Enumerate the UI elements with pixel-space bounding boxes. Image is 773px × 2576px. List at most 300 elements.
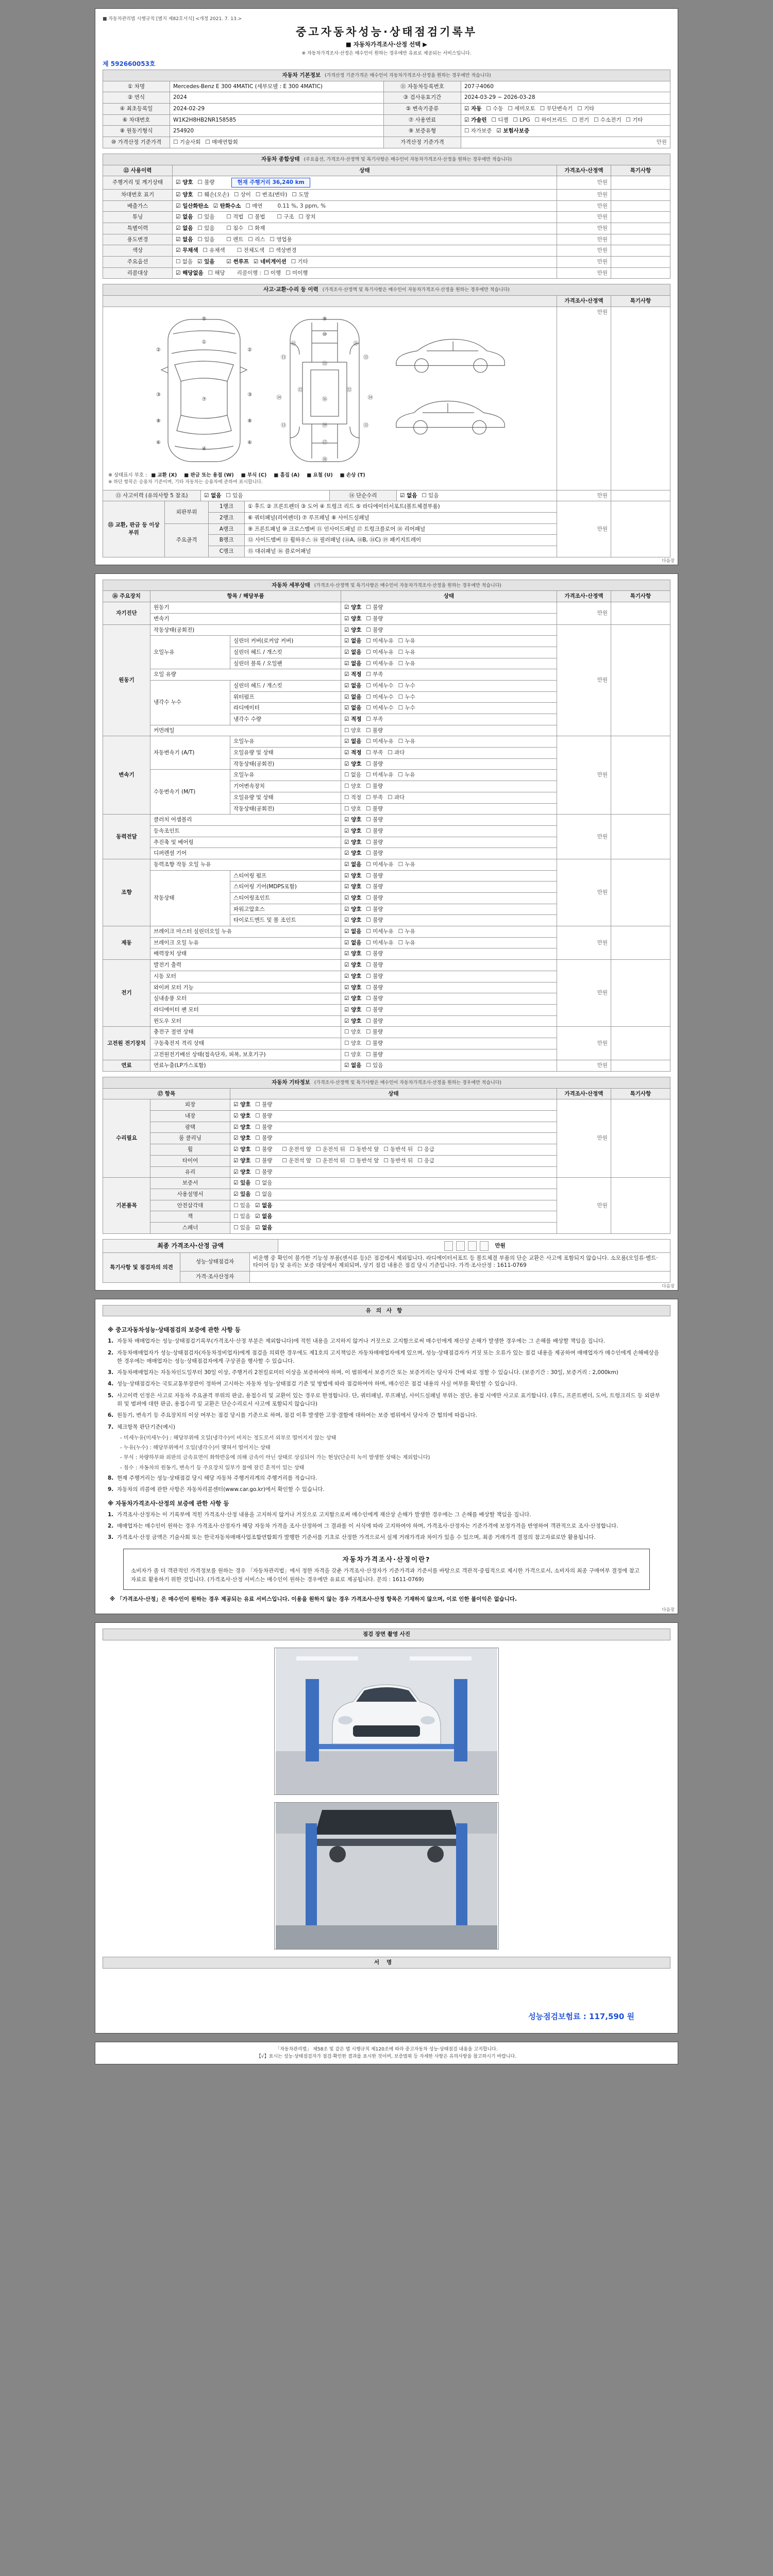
car-name-value: Mercedes-Benz E 300 4MATIC (세부모델 : E 300 4MATIC)	[170, 81, 384, 92]
item-label: 충전구 절연 상태	[150, 1027, 341, 1038]
item-label: 룸 클리닝	[150, 1133, 230, 1144]
checkbox-unchecked[interactable]: ☐ 미세누유	[366, 649, 394, 655]
checkbox-unchecked[interactable]: ☐ 불량	[366, 951, 383, 957]
diagram-number: ⑧	[247, 418, 253, 424]
price-cell: 만원	[557, 1060, 611, 1072]
item-label: 자동변속기 (A/T)	[150, 736, 230, 770]
state-cell	[341, 859, 557, 870]
checkbox-checked[interactable]: ☑ 양호	[233, 1135, 251, 1142]
checkbox-unchecked[interactable]: ☐ 수소전기	[594, 116, 621, 123]
device-label: 원동기	[103, 624, 150, 736]
checkbox-unchecked[interactable]: ☐ 없음	[255, 1191, 273, 1197]
rank-parts: ⑮ 대쉬패널 ⑯ 플로어패널	[245, 546, 557, 557]
legend-item: ■ 손상 (T)	[340, 472, 365, 478]
signature-area[interactable]	[103, 1969, 670, 2002]
checkbox-checked[interactable]: ☑ 양호	[233, 1146, 251, 1153]
price-cell: 만원	[557, 176, 611, 190]
checkbox-unchecked[interactable]: ☐ 없음	[344, 772, 362, 778]
checkbox-unchecked[interactable]: ☐ 불량	[366, 827, 383, 834]
checkbox-unchecked[interactable]: ☐ 기타	[577, 106, 595, 112]
checkbox-unchecked[interactable]: ☐ 부족	[366, 794, 383, 801]
diagram-number: ⑰	[322, 439, 327, 446]
checkbox-unchecked[interactable]: ☐ 불량	[366, 884, 383, 890]
checkbox-unchecked[interactable]: ☐ 불량	[255, 1146, 273, 1153]
checkbox-unchecked[interactable]: ☐ 구조	[277, 214, 294, 221]
checkbox-unchecked[interactable]: ☐ 훼손(오손)	[197, 191, 229, 198]
checkbox-unchecked[interactable]: ☐ 과다	[388, 794, 405, 801]
checkbox-unchecked[interactable]: ☐ 불량	[366, 1018, 383, 1024]
checkbox-checked[interactable]: ☑ 양호	[344, 604, 362, 611]
legend-item: ■ 부식 (C)	[241, 472, 267, 478]
checkbox-unchecked[interactable]: ☐ 불량	[366, 995, 383, 1002]
opinion-author: 성능·상태점검자	[180, 1252, 250, 1271]
opinion-row	[103, 1252, 670, 1271]
state-cell	[341, 748, 557, 759]
checkbox-unchecked[interactable]: ☐ 미세누유	[366, 638, 394, 645]
transmission-options	[461, 104, 670, 115]
checkbox-unchecked[interactable]: ☐ 매매연합회	[205, 139, 238, 146]
notice-number: 4.	[108, 1381, 114, 1387]
state-cell	[173, 200, 557, 212]
checkbox-unchecked[interactable]: ☐ 불량	[366, 1006, 383, 1013]
checkbox-checked[interactable]: ☑ 양호	[344, 760, 362, 767]
checkbox-checked[interactable]: ☑ 양호	[344, 906, 362, 912]
checkbox-checked[interactable]: ☑ 있음	[197, 259, 215, 265]
checkbox-unchecked[interactable]: ☐ 없음	[176, 259, 193, 265]
checkbox-unchecked[interactable]: ☐ 부족	[366, 671, 383, 678]
warranty-options	[461, 126, 670, 137]
checkbox-checked[interactable]: ☑ 일산화탄소	[176, 202, 209, 209]
state-cell	[341, 1004, 557, 1015]
checkbox-unchecked[interactable]: ☐ 전기	[572, 116, 590, 123]
checkbox-checked[interactable]: ☑ 없음	[344, 660, 362, 667]
checkbox-checked[interactable]: ☑ 없음	[344, 861, 362, 868]
reg-no-label: ⑪ 자동차등록번호	[384, 81, 461, 92]
checkbox-checked[interactable]: ☑ 없음	[344, 693, 362, 700]
accident-flag-label: ⑬ 사고이력 (유의사항 5 참조)	[103, 490, 201, 501]
checkbox-unchecked[interactable]: ☐ 미세누수	[366, 693, 394, 700]
notice-number: 3.	[108, 1534, 114, 1541]
car-side-views	[390, 313, 511, 439]
checkbox-unchecked[interactable]: ☐ 양호	[344, 727, 362, 734]
checkbox-unchecked[interactable]: ☐ 화재	[248, 225, 265, 231]
price-cell: 만원	[557, 926, 611, 960]
price-cell: 만원	[557, 234, 611, 245]
checkbox-unchecked[interactable]: ☐ 있음	[233, 1224, 251, 1231]
checkbox-unchecked[interactable]: ☐ 미세누유	[366, 861, 394, 868]
checkbox-checked[interactable]: ☑ 없음	[176, 236, 193, 243]
checkbox-checked[interactable]: ☑ 양호	[344, 884, 362, 890]
usage-history-label: 용도변경	[103, 234, 173, 245]
checkbox-unchecked[interactable]: ☐ 해당	[208, 269, 225, 276]
checkbox-unchecked[interactable]: ☐ 불량	[366, 783, 383, 790]
checkbox-unchecked[interactable]: ☐ 불량	[255, 1113, 273, 1120]
category-label: 수리필요	[103, 1099, 150, 1178]
checkbox-checked[interactable]: ☑ 양호	[344, 850, 362, 857]
item-label: 윈도우 모터	[150, 1015, 341, 1027]
item-label: 브레이크 오일 누유	[150, 937, 341, 948]
checkbox-unchecked[interactable]: ☐ 불량	[366, 850, 383, 857]
remark-cell	[611, 1027, 670, 1060]
checkbox-checked[interactable]: ☑ 양호	[233, 1113, 251, 1120]
usage-history-label: 주행거리 및 계기상태	[103, 176, 173, 190]
checkbox-unchecked[interactable]: ☐ 동반석 앞	[349, 1157, 379, 1164]
notice-item	[108, 1368, 665, 1377]
checkbox-unchecked[interactable]: ☐ 있음	[233, 1202, 251, 1209]
checkbox-unchecked[interactable]: ☐ 렌트	[226, 236, 244, 243]
checkbox-unchecked[interactable]: ☐ 불법	[248, 214, 265, 221]
inspector-opinion-table	[103, 1252, 670, 1283]
checkbox-checked[interactable]: ☑ 없음	[344, 638, 362, 645]
checkbox-unchecked[interactable]: ☐ 불량	[255, 1124, 273, 1130]
state-cell	[341, 825, 557, 837]
checkbox-checked[interactable]: ☑ 양호	[344, 951, 362, 957]
diagram-number: ④	[201, 446, 207, 452]
state-cell	[341, 669, 557, 681]
checkbox-unchecked[interactable]: ☐ 무단변속기	[540, 106, 573, 112]
checkbox-unchecked[interactable]: ☐ 불량	[366, 727, 383, 734]
checkbox-checked[interactable]: ☑ 없음	[344, 649, 362, 655]
checkbox-unchecked[interactable]: ☐ 과다	[388, 750, 405, 756]
checkbox-unchecked[interactable]: ☐ 동반석 앞	[349, 1146, 379, 1153]
checkbox-unchecked[interactable]: ☐ 상이	[233, 191, 251, 198]
checkbox-checked[interactable]: ☑ 없음	[255, 1202, 273, 1209]
checkbox-unchecked[interactable]: ☐ 응급	[417, 1146, 435, 1153]
checkbox-unchecked[interactable]: ☐ 불량	[366, 626, 383, 633]
checkbox-unchecked[interactable]: ☐ 동반석 뒤	[383, 1157, 413, 1164]
usage-history-label: 주요옵션	[103, 257, 173, 268]
checkbox-unchecked[interactable]: ☐ 전체도색	[237, 247, 265, 254]
overall-header: 자동차 종합상태 (주요옵션, 가격조사·산정액 및 특기사항은 매수인이 자동차가격조사·산정을 원하는 경우에만 적습니다)	[103, 154, 670, 165]
card-photos	[95, 1622, 678, 2033]
rank-label: 1랭크	[209, 501, 245, 513]
item-label: 연료누출(LP가스포함)	[150, 1060, 341, 1072]
item-label: 클러치 어셈블리	[150, 815, 341, 826]
checkbox-unchecked[interactable]: ☐ 미세누유	[366, 738, 394, 745]
checkbox-unchecked[interactable]: ☐ 불량	[366, 604, 383, 611]
item-label: 등속조인트	[150, 825, 341, 837]
checkbox-unchecked[interactable]: ☐ 불량	[366, 615, 383, 622]
checkbox-checked[interactable]: ☑ 가솔린	[464, 116, 487, 123]
rank-label: B랭크	[209, 535, 245, 546]
checkbox-unchecked[interactable]: ☐ 불량	[255, 1135, 273, 1142]
checkbox-checked[interactable]: ☑ 없음	[344, 939, 362, 946]
checkbox-checked[interactable]: ☑ 양호	[344, 962, 362, 969]
checkbox-unchecked[interactable]: ☐ 적정	[344, 794, 362, 801]
checkbox-unchecked[interactable]: ☐ 불량	[366, 760, 383, 767]
notices-section2-title: ※ 자동차가격조사·산정의 보증에 관한 사항 등	[108, 1499, 229, 1507]
checkbox-unchecked[interactable]: ☐ 누유	[398, 928, 415, 935]
checkbox-unchecked[interactable]: ☐ 양호	[344, 805, 362, 812]
checkbox-checked[interactable]: ☑ 양호	[233, 1157, 251, 1164]
checkbox-unchecked[interactable]: ☐ 유채색	[203, 247, 225, 254]
checkbox-checked[interactable]: ☑ 없음	[176, 214, 193, 221]
checkbox-checked[interactable]: ☑ 양호	[344, 615, 362, 622]
checkbox-unchecked[interactable]: ☐ 불량	[255, 1168, 273, 1175]
checkbox-unchecked[interactable]: ☐ 수동	[486, 106, 503, 112]
checkbox-unchecked[interactable]: ☐ 기술사회	[173, 139, 201, 146]
diagram-number: ①	[201, 339, 207, 345]
price-cell: 만원	[557, 257, 611, 268]
checkbox-checked[interactable]: ☑ 있음	[233, 1180, 251, 1187]
checkbox-unchecked[interactable]: ☐ 누유	[398, 738, 415, 745]
card-main-info	[95, 8, 678, 565]
final-amount-label: 최종 가격조사·산정 금액	[103, 1239, 278, 1252]
checkbox-unchecked[interactable]: ☐ 미세누유	[366, 939, 394, 946]
checkbox-unchecked[interactable]: ☐ 부족	[366, 716, 383, 723]
part-label: 오일유량 및 상태	[230, 748, 341, 759]
option-group	[226, 236, 296, 244]
checkbox-unchecked[interactable]: ☐ LPG	[513, 116, 530, 123]
item-label: 원동기	[150, 602, 341, 614]
checkbox-unchecked[interactable]: ☐ 불량	[366, 1051, 383, 1058]
checkbox-unchecked[interactable]: ☐ 색상변경	[269, 247, 297, 254]
state-cell	[341, 1027, 557, 1038]
checkbox-checked[interactable]: ☑ 양호	[344, 872, 362, 879]
checkbox-unchecked[interactable]: ☐ 디젤	[491, 116, 509, 123]
checkbox-checked[interactable]: ☑ 없음	[344, 738, 362, 745]
checkbox-unchecked[interactable]: ☐ 양호	[344, 1051, 362, 1058]
checkbox-unchecked[interactable]: ☐ 누수	[398, 705, 415, 711]
checkbox-checked[interactable]: ☑ 없음	[344, 705, 362, 711]
checkbox-unchecked[interactable]: ☐ 누유	[398, 660, 415, 667]
checkbox-unchecked[interactable]: ☐ 불량	[255, 1157, 273, 1164]
item-label: 작동상태	[150, 870, 230, 926]
detail-row	[103, 1027, 670, 1038]
checkbox-unchecked[interactable]: ☐ 불량	[255, 1101, 273, 1108]
checkbox-checked[interactable]: ☑ 양호	[176, 191, 193, 198]
checkbox-checked[interactable]: ☑ 있음	[233, 1191, 251, 1197]
checkbox-unchecked[interactable]: ☐ 침수	[226, 225, 244, 231]
checkbox-unchecked[interactable]: ☐ 양호	[344, 1029, 362, 1036]
overall-row	[103, 234, 670, 245]
checkbox-checked[interactable]: ☑ 양호	[344, 995, 362, 1002]
checkbox-checked[interactable]: ☑ 자동	[464, 106, 482, 112]
checkbox-unchecked[interactable]: ☐ 불량	[197, 179, 215, 186]
checkbox-checked[interactable]: ☑ 없음	[255, 1224, 273, 1231]
checkbox-unchecked[interactable]: ☐ 누수	[398, 693, 415, 700]
transmission-label: ⑤ 변속기종류	[384, 104, 461, 115]
checkbox-unchecked[interactable]: ☐ 응급	[417, 1157, 435, 1164]
notice-text: 원동기, 변속기 등 주요장치의 이상 여부는 점검 당시를 기준으로 하며, 점검 이후 발생한 고장·결함에 대하여는 보증 범위에서 당사자 간 협의에 따릅니다.	[117, 1412, 477, 1419]
checkbox-unchecked[interactable]: ☐ 도말	[292, 191, 309, 198]
checkbox-unchecked[interactable]: ☐ 양호	[344, 1040, 362, 1046]
checkbox-unchecked[interactable]: ☐ 있음	[197, 236, 215, 243]
checkbox-checked[interactable]: ☑ 무채색	[176, 247, 198, 254]
checkbox-unchecked[interactable]: ☐ 매연	[245, 202, 263, 209]
checkbox-checked[interactable]: ☑ 적정	[344, 716, 362, 723]
price-survey-info-text: 소비자가 좀 더 객관적인 가격정보를 원하는 경우 「자동차관리법」에서 정한 자격을 갖춘 가격조사·산정자가 기준가격과 기준서를 바탕으로 객관적·중립적으로 제시한 가격으로서, 소비자의 최종 구매여부 결정에 참고자료로 활용하기 위한 것입니다. (가격조사·산정 서비스는 매수인이 원하는 경우에만 유료로 제공됩니다. 문의 : 1611-0769)	[131, 1568, 640, 1583]
checkbox-unchecked[interactable]: ☐ 이행	[264, 269, 281, 276]
checkbox-checked[interactable]: ☑ 해당없음	[176, 269, 204, 276]
checkbox-unchecked[interactable]: ☐ 미세누유	[366, 928, 394, 935]
checkbox-unchecked[interactable]: ☐ 운전석 뒤	[316, 1146, 345, 1153]
detail-row	[103, 602, 670, 614]
detail-col-item: 항목 / 해당부품	[150, 591, 341, 602]
checkbox-unchecked[interactable]: ☐ 불량	[366, 805, 383, 812]
part-label: 작동상태(공회전)	[230, 803, 341, 815]
checkbox-unchecked[interactable]: ☐ 누수	[398, 682, 415, 689]
item-label: 휠	[150, 1144, 230, 1156]
checkbox-checked[interactable]: ☑ 양호	[344, 1006, 362, 1013]
checkbox-unchecked[interactable]: ☐ 누유	[398, 649, 415, 655]
checkbox-unchecked[interactable]: ☐ 운전석 앞	[282, 1146, 312, 1153]
checkbox-unchecked[interactable]: ☐ 있음	[233, 1213, 251, 1220]
checkbox-checked[interactable]: ☑ 탄화수소	[213, 202, 241, 209]
checkbox-checked[interactable]: ☑ 없음	[255, 1213, 273, 1220]
checkbox-unchecked[interactable]: ☐ 불량	[366, 973, 383, 979]
overall-row	[103, 189, 670, 200]
checkbox-unchecked[interactable]: ☐ 누유	[398, 638, 415, 645]
checkbox-unchecked[interactable]: ☐ 미세누유	[366, 660, 394, 667]
notices-section1-list	[108, 1337, 665, 1494]
price-cell: 만원	[557, 1099, 611, 1178]
checkbox-unchecked[interactable]: ☐ 있음	[366, 1062, 383, 1069]
opinion-text: 비운행 중 확인이 불가한 기능성 부품(센서류 등)은 점검에서 제외됩니다. 라디에이터서포트 등 볼트체결 부품의 단순 교환은 사고에 포함되지 않습니다. 소모품(오일류·벨트·타이어 등) 및 유리는 보증 대상에서 제외되며, 상기 점검 내용은 점검 당시 기준입니다. 가격·조사산정 : 1611-0769	[250, 1252, 670, 1271]
item-label: 안전삼각대	[150, 1200, 230, 1211]
checkbox-unchecked[interactable]: ☐ 영업용	[270, 236, 292, 243]
checkbox-checked[interactable]: ☑ 없음	[176, 225, 193, 231]
checkbox-checked[interactable]: ☑ 양호	[344, 626, 362, 633]
notice-item	[108, 1474, 665, 1482]
checkbox-checked[interactable]: ☑ 없음	[344, 928, 362, 935]
state-cell	[341, 758, 557, 770]
checkbox-checked[interactable]: ☑ 적정	[344, 671, 362, 678]
checkbox-checked[interactable]: ☑ 양호	[344, 895, 362, 902]
state-cell	[341, 982, 557, 993]
overall-row	[103, 212, 670, 223]
item-label: 브레이크 마스터 실린더오일 누유	[150, 926, 341, 938]
checkbox-unchecked[interactable]: ☐ 하이브리드	[534, 116, 568, 123]
checkbox-checked[interactable]: ☑ 양호	[233, 1101, 251, 1108]
checkbox-unchecked[interactable]: ☐ 불량	[366, 984, 383, 991]
notice-text: 가격조사·산정자는 이 기록부에 적힌 가격조사·산정 내용을 고지하지 않거나 거짓으로 고지함으로써 매수인에게 재산상 손해가 발생한 경우에는 그 손해를 배상할 책임을 집니다.	[117, 1511, 531, 1518]
checkbox-checked[interactable]: ☑ 없음	[344, 682, 362, 689]
checkbox-unchecked[interactable]: ☐ 미세누수	[366, 682, 394, 689]
state-cell	[341, 781, 557, 792]
measured-values: 0.11 %, 3 ppm, %	[277, 202, 326, 209]
checkbox-unchecked[interactable]: ☐ 누유	[398, 939, 415, 946]
checkbox-checked[interactable]: ☑ 양호	[344, 827, 362, 834]
checkbox-unchecked[interactable]: ☐ 있음	[226, 492, 243, 499]
zone-label: 주요골격	[165, 523, 209, 557]
checkbox-unchecked[interactable]: ☐ 세미오토	[508, 106, 535, 112]
zone-label: 외판부위	[165, 501, 209, 523]
etc-info-table	[103, 1077, 670, 1234]
option-group	[176, 258, 219, 266]
checkbox-unchecked[interactable]: ☐ 양호	[344, 783, 362, 790]
device-label: 변속기	[103, 736, 150, 815]
checkbox-checked[interactable]: ☑ 적정	[344, 750, 362, 756]
state-cell	[341, 636, 557, 647]
checkbox-unchecked[interactable]: ☐ 불량	[366, 839, 383, 845]
checkbox-unchecked[interactable]: ☐ 적법	[226, 214, 244, 221]
checkbox-checked[interactable]: ☑ 양호	[233, 1168, 251, 1175]
checkbox-checked[interactable]: ☑ 없음	[344, 1062, 362, 1069]
checkbox-unchecked[interactable]: ☐ 불량	[366, 906, 383, 912]
overall-row	[103, 223, 670, 234]
checkbox-unchecked[interactable]: ☐ 불량	[366, 1029, 383, 1036]
remark-cell	[611, 176, 670, 190]
checkbox-unchecked[interactable]: ☐ 불량	[366, 917, 383, 924]
checkbox-unchecked[interactable]: ☐ 리스	[248, 236, 265, 243]
device-label: 동력전달	[103, 815, 150, 859]
option-group	[226, 258, 312, 266]
checkbox-checked[interactable]: ☑ 양호	[233, 1124, 251, 1130]
notice-text: 가격조사·산정 금액은 기술사회 또는 한국자동차매매사업조합연합회가 발행한 기준서를 기초로 산정한 가격으로서 실제 거래가격과 차이가 있을 수 있으며, 최종 거래가격 결정의 참고자료로만 활용됩니다.	[117, 1534, 596, 1541]
checkbox-checked[interactable]: ☑ 양호	[344, 839, 362, 845]
checkbox-checked[interactable]: ☑ 양호	[176, 179, 193, 186]
accident-history-table	[103, 284, 670, 490]
state-cell	[341, 725, 557, 736]
option-group	[176, 202, 267, 210]
checkbox-checked[interactable]: ☑ 양호	[344, 917, 362, 924]
checkbox-checked[interactable]: ☑ 썬루프	[226, 259, 249, 265]
checkbox-unchecked[interactable]: ☐ 불량	[366, 1040, 383, 1046]
state-cell	[341, 937, 557, 948]
checkbox-unchecked[interactable]: ☐ 동반석 뒤	[383, 1146, 413, 1153]
checkbox-checked[interactable]: ☑ 양호	[344, 1018, 362, 1024]
state-cell	[173, 176, 557, 190]
notice-item	[108, 1337, 665, 1345]
accident-flag-remark	[611, 490, 670, 501]
checkbox-unchecked[interactable]: ☐ 미이행	[285, 269, 308, 276]
checkbox-unchecked[interactable]: ☐ 장치	[298, 214, 316, 221]
checkbox-unchecked[interactable]: ☐ 누유	[398, 861, 415, 868]
checkbox-unchecked[interactable]: ☐ 변조(변타)	[255, 191, 288, 198]
checkbox-unchecked[interactable]: ☐ 미세누수	[366, 705, 394, 711]
checkbox-unchecked[interactable]: ☐ 있음	[197, 214, 215, 221]
checkbox-unchecked[interactable]: ☐ 불량	[366, 817, 383, 823]
overall-col-remark: 특기사항	[611, 165, 670, 176]
checkbox-unchecked[interactable]: ☐ 기타	[291, 259, 308, 265]
checkbox-checked[interactable]: ☑ 양호	[344, 973, 362, 979]
checkbox-checked[interactable]: ☑ 없음	[400, 492, 417, 499]
checkbox-checked[interactable]: ☑ 양호	[344, 984, 362, 991]
checkbox-unchecked[interactable]: ☐ 없음	[255, 1180, 273, 1187]
checkbox-unchecked[interactable]: ☐ 불량	[366, 895, 383, 902]
item-label: 와이퍼 모터 기능	[150, 982, 341, 993]
checkbox-unchecked[interactable]: ☐ 운전석 뒤	[316, 1157, 345, 1164]
accident-flag-options	[201, 490, 330, 501]
checkbox-unchecked[interactable]: ☐ 미세누유	[366, 772, 394, 778]
checkbox-unchecked[interactable]: ☐ 누유	[398, 772, 415, 778]
checkbox-checked[interactable]: ☑ 양호	[344, 817, 362, 823]
notice-subitem: - 부식 : 차량하부와 외판의 금속표면이 화학반응에 의해 금속이 아닌 상태로 상실되어 가는 현상(단순히 녹이 발생한 상태는 제외합니다)	[120, 1455, 430, 1461]
checkbox-checked[interactable]: ☑ 네비게이션	[253, 259, 287, 265]
part-label: 작동상태(공회전)	[230, 758, 341, 770]
checkbox-unchecked[interactable]: ☐ 기타	[626, 116, 643, 123]
part-label: 타이로드엔드 및 볼 조인트	[230, 915, 341, 926]
checkbox-unchecked[interactable]: ☐ 운전석 앞	[282, 1157, 312, 1164]
checkbox-checked[interactable]: ☑ 보험사보증	[496, 128, 530, 134]
etc-col-item: ⑰ 항목	[103, 1088, 230, 1099]
checkbox-unchecked[interactable]: ☐ 불량	[366, 962, 383, 969]
part-label: 실린더 헤드 / 개스킷	[230, 647, 341, 658]
item-label: 시동 모터	[150, 971, 341, 982]
checkbox-unchecked[interactable]: ☐ 불량	[366, 872, 383, 879]
checkbox-checked[interactable]: ☑ 없음	[204, 492, 222, 499]
state-cell	[173, 223, 557, 234]
amount-digit-box	[480, 1241, 489, 1251]
option-group	[226, 225, 270, 232]
checkbox-unchecked[interactable]: ☐ 있음	[197, 225, 215, 231]
vin-value: W1K2H8HB2NR158585	[170, 114, 384, 126]
checkbox-unchecked[interactable]: ☐ 부족	[366, 750, 383, 756]
checkbox-unchecked[interactable]: ☐ 자가보증	[464, 128, 492, 134]
checkbox-unchecked[interactable]: ☐ 있음	[422, 492, 439, 499]
photos-title-table	[103, 1629, 670, 1640]
